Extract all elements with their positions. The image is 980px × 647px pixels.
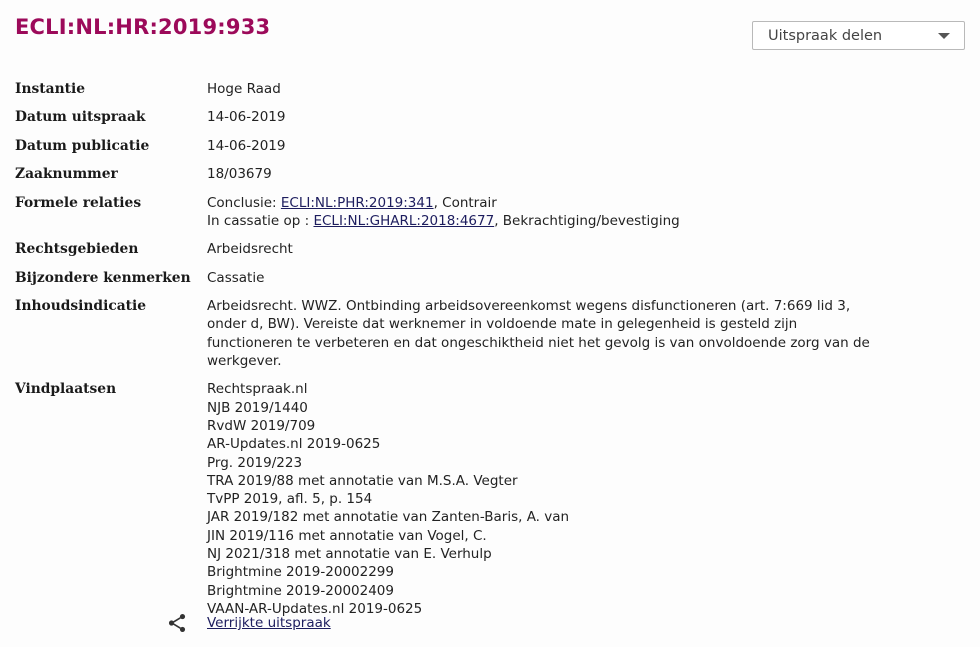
list-item: TRA 2019/88 met annotatie van M.S.A. Vegter: [207, 472, 518, 489]
meta-label: Bijzondere kenmerken: [15, 269, 191, 286]
meta-row-datum-publicatie: [15, 137, 875, 155]
list-item: JIN 2019/116 met annotatie van Vogel, C.: [207, 527, 487, 544]
relation-conclusie: [207, 194, 875, 212]
meta-row-vindplaatsen: [15, 380, 875, 618]
meta-row-formele-relaties: [15, 194, 875, 231]
meta-value: [207, 380, 875, 618]
list-item: RvdW 2019/709: [207, 417, 316, 434]
meta-label: Rechtsgebieden: [15, 241, 139, 258]
meta-row-instantie: [15, 80, 875, 98]
share-dropdown[interactable]: [752, 21, 965, 50]
meta-label: Instantie: [15, 81, 85, 97]
enriched-link-row: [166, 612, 331, 634]
meta-label: Formele relaties: [15, 194, 142, 211]
relation-prefix: Conclusie:: [207, 194, 281, 211]
meta-row-rechtsgebieden: [15, 240, 875, 258]
meta-value: [207, 194, 875, 231]
meta-row-datum-uitspraak: [15, 108, 875, 126]
meta-value: Arbeidsrecht: [207, 241, 293, 258]
cassatie-link[interactable]: ECLI:NL:GHARL:2018:4677: [313, 212, 495, 229]
list-item: Rechtspraak.nl: [207, 381, 308, 398]
meta-value: [207, 297, 875, 370]
relation-prefix: In cassatie op :: [207, 212, 314, 229]
meta-value: 14-06-2019: [207, 109, 286, 126]
list-item: AR-Updates.nl 2019-0625: [207, 436, 381, 453]
meta-label: Vindplaatsen: [15, 381, 117, 398]
page-title: ECLI:NL:HR:2019:933: [15, 15, 271, 39]
summary-line: werkgever.: [207, 352, 282, 369]
share-icon[interactable]: [166, 612, 188, 634]
list-item: Prg. 2019/223: [207, 454, 303, 471]
meta-row-zaaknummer: [15, 165, 875, 183]
meta-value: 18/03679: [207, 166, 272, 183]
list-item: VAAN-AR-Updates.nl 2019-0625: [207, 600, 423, 617]
relation-suffix: , Bekrachtiging/bevestiging: [494, 212, 680, 229]
meta-row-inhoudsindicatie: [15, 297, 875, 370]
summary-line: functioneren te verbeteren en dat ongeschiktheid niet het gevolg is van onvoldoende zorg van de: [207, 334, 870, 351]
meta-row-bijzondere-kenmerken: [15, 269, 875, 287]
meta-label: Zaaknummer: [15, 166, 118, 183]
list-item: NJ 2021/318 met annotatie van E. Verhulp: [207, 545, 492, 562]
list-item: Brightmine 2019-20002409: [207, 582, 394, 599]
summary-line: Arbeidsrecht. WWZ. Ontbinding arbeidsovereenkomst wegens disfunctioneren (art. 7:669 lid 3,: [207, 298, 851, 315]
conclusie-link[interactable]: ECLI:NL:PHR:2019:341: [280, 194, 434, 211]
list-item: Brightmine 2019-20002299: [207, 564, 394, 581]
meta-value: 14-06-2019: [207, 137, 286, 154]
enriched-ruling-link[interactable]: Verrijkte uitspraak: [207, 615, 331, 631]
meta-value: Cassatie: [207, 269, 265, 286]
metadata-list: [15, 80, 875, 628]
list-item: TvPP 2019, afl. 5, p. 154: [207, 491, 373, 508]
summary-line: onder d, BW). Vereiste dat werknemer in voldoende mate in gelegenheid is gesteld zijn: [207, 316, 798, 333]
chevron-down-icon: [938, 33, 950, 39]
meta-value: Hoge Raad: [207, 81, 281, 97]
share-dropdown-label: Uitspraak delen: [768, 27, 883, 44]
list-item: JAR 2019/182 met annotatie van Zanten-Baris, A. van: [207, 509, 570, 526]
meta-label: Inhoudsindicatie: [15, 298, 147, 315]
meta-label: Datum uitspraak: [15, 109, 146, 126]
relation-cassatie: [207, 212, 875, 230]
meta-label: Datum publicatie: [15, 137, 150, 154]
list-item: NJB 2019/1440: [207, 399, 308, 416]
relation-suffix: , Contrair: [433, 194, 497, 211]
